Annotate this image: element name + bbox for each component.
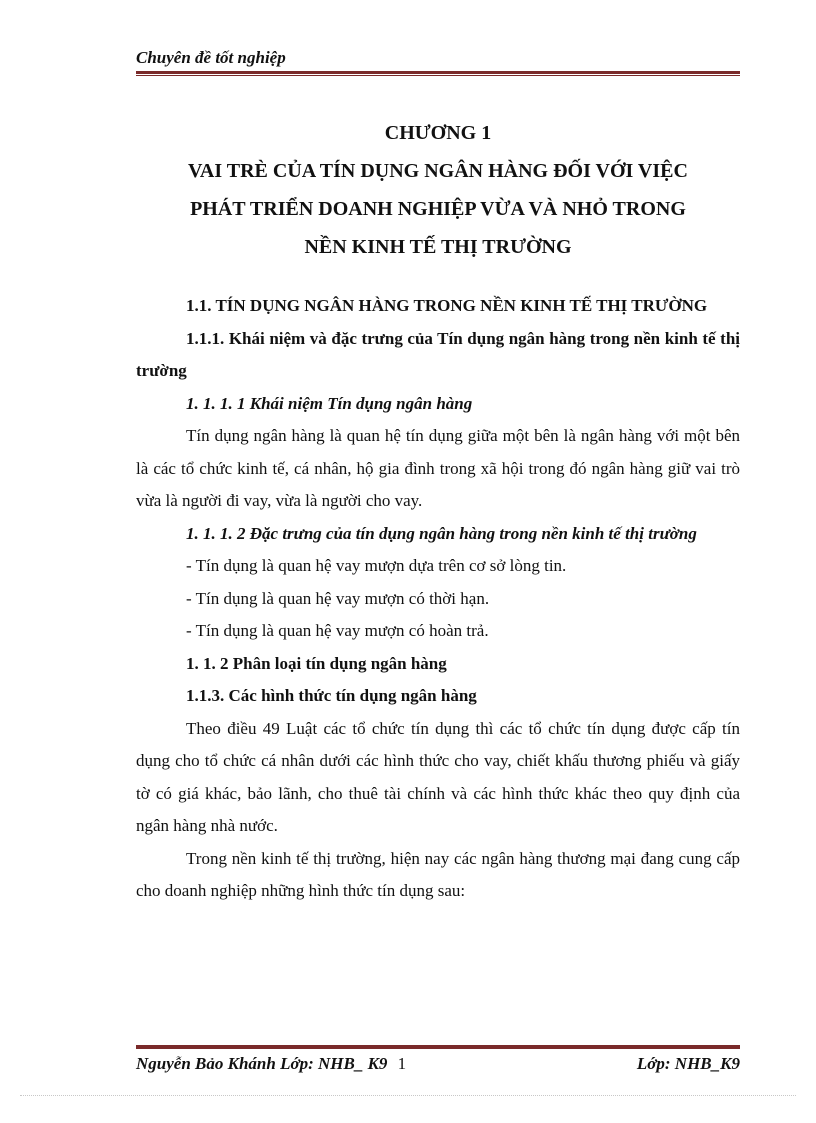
footer-rule: [136, 1044, 740, 1049]
page-header-title: Chuyên đề tốt nghiệp: [136, 48, 286, 67]
chapter-title-line: NỀN KINH TẾ THỊ TRƯỜNG: [304, 236, 572, 258]
chapter-heading: [136, 114, 740, 266]
section-heading-1-1-1: 1.1.1. Khái niệm và đặc trưng của Tín dụng ngân hàng trong nền kinh tế thị trường: [136, 328, 740, 380]
page-footer: [136, 1054, 740, 1074]
page-bottom-divider: [20, 1095, 796, 1096]
chapter-number: CHƯƠNG 1: [384, 122, 492, 144]
footer-author: Nguyễn Bảo Khánh Lớp: NHB_ K9: [136, 1054, 388, 1073]
section-heading-1-1-2: 1. 1. 2 Phân loại tín dụng ngân hàng: [186, 653, 447, 673]
section-heading-1-1: 1.1. TÍN DỤNG NGÂN HÀNG TRONG NỀN KINH TẾ THỊ TRƯỜNG: [186, 296, 708, 315]
chapter-title-line: VAI TRÈ CỦA TÍN DỤNG NGÂN HÀNG ĐỐI VỚI VIỆC: [188, 160, 688, 182]
header-rule: [136, 71, 740, 76]
document-body: [136, 290, 740, 908]
paragraph-market: Trong nền kinh tế thị trường, hiện nay các ngân hàng thương mại đang cung cấp cho doanh nghiệp những hình thức tín dụng sau:: [136, 848, 740, 900]
section-heading-1-1-1-2: 1. 1. 1. 2 Đặc trưng của tín dụng ngân hàng trong nền kinh tế thị trường: [186, 523, 697, 543]
chapter-title-line: PHÁT TRIỂN DOANH NGHIỆP VỪA VÀ NHỎ TRONG: [190, 198, 686, 220]
section-heading-1-1-3: 1.1.3. Các hình thức tín dụng ngân hàng: [186, 686, 477, 705]
list-item: - Tín dụng là quan hệ vay mượn có thời hạn.: [186, 588, 490, 608]
list-item: - Tín dụng là quan hệ vay mượn có hoàn trả.: [186, 621, 489, 640]
paragraph-law: Theo điều 49 Luật các tổ chức tín dụng thì các tổ chức tín dụng được cấp tín dụng cho tổ chức cá nhân dưới các hình thức cho vay, chiết khấu thương phiếu và giấy tờ có giá khác, bảo lãnh, cho thuê tài chính và các hình thức khác theo quy định của ngân hàng nhà nước.: [136, 718, 740, 835]
page-number: 1: [397, 1054, 407, 1073]
list-item: - Tín dụng là quan hệ vay mượn dựa trên cơ sở lòng tin.: [186, 556, 567, 575]
footer-class-label: Lớp: NHB_K9: [636, 1054, 740, 1073]
paragraph-definition: Tín dụng ngân hàng là quan hệ tín dụng giữa một bên là ngân hàng với một bên là các tổ chức kinh tế, cá nhân, hộ gia đình trong xã hội trong đó ngân hàng giữ vai trò vừa là người đi vay, vừa là người cho vay.: [136, 426, 740, 510]
section-heading-1-1-1-1: 1. 1. 1. 1 Khái niệm Tín dụng ngân hàng: [186, 393, 473, 413]
